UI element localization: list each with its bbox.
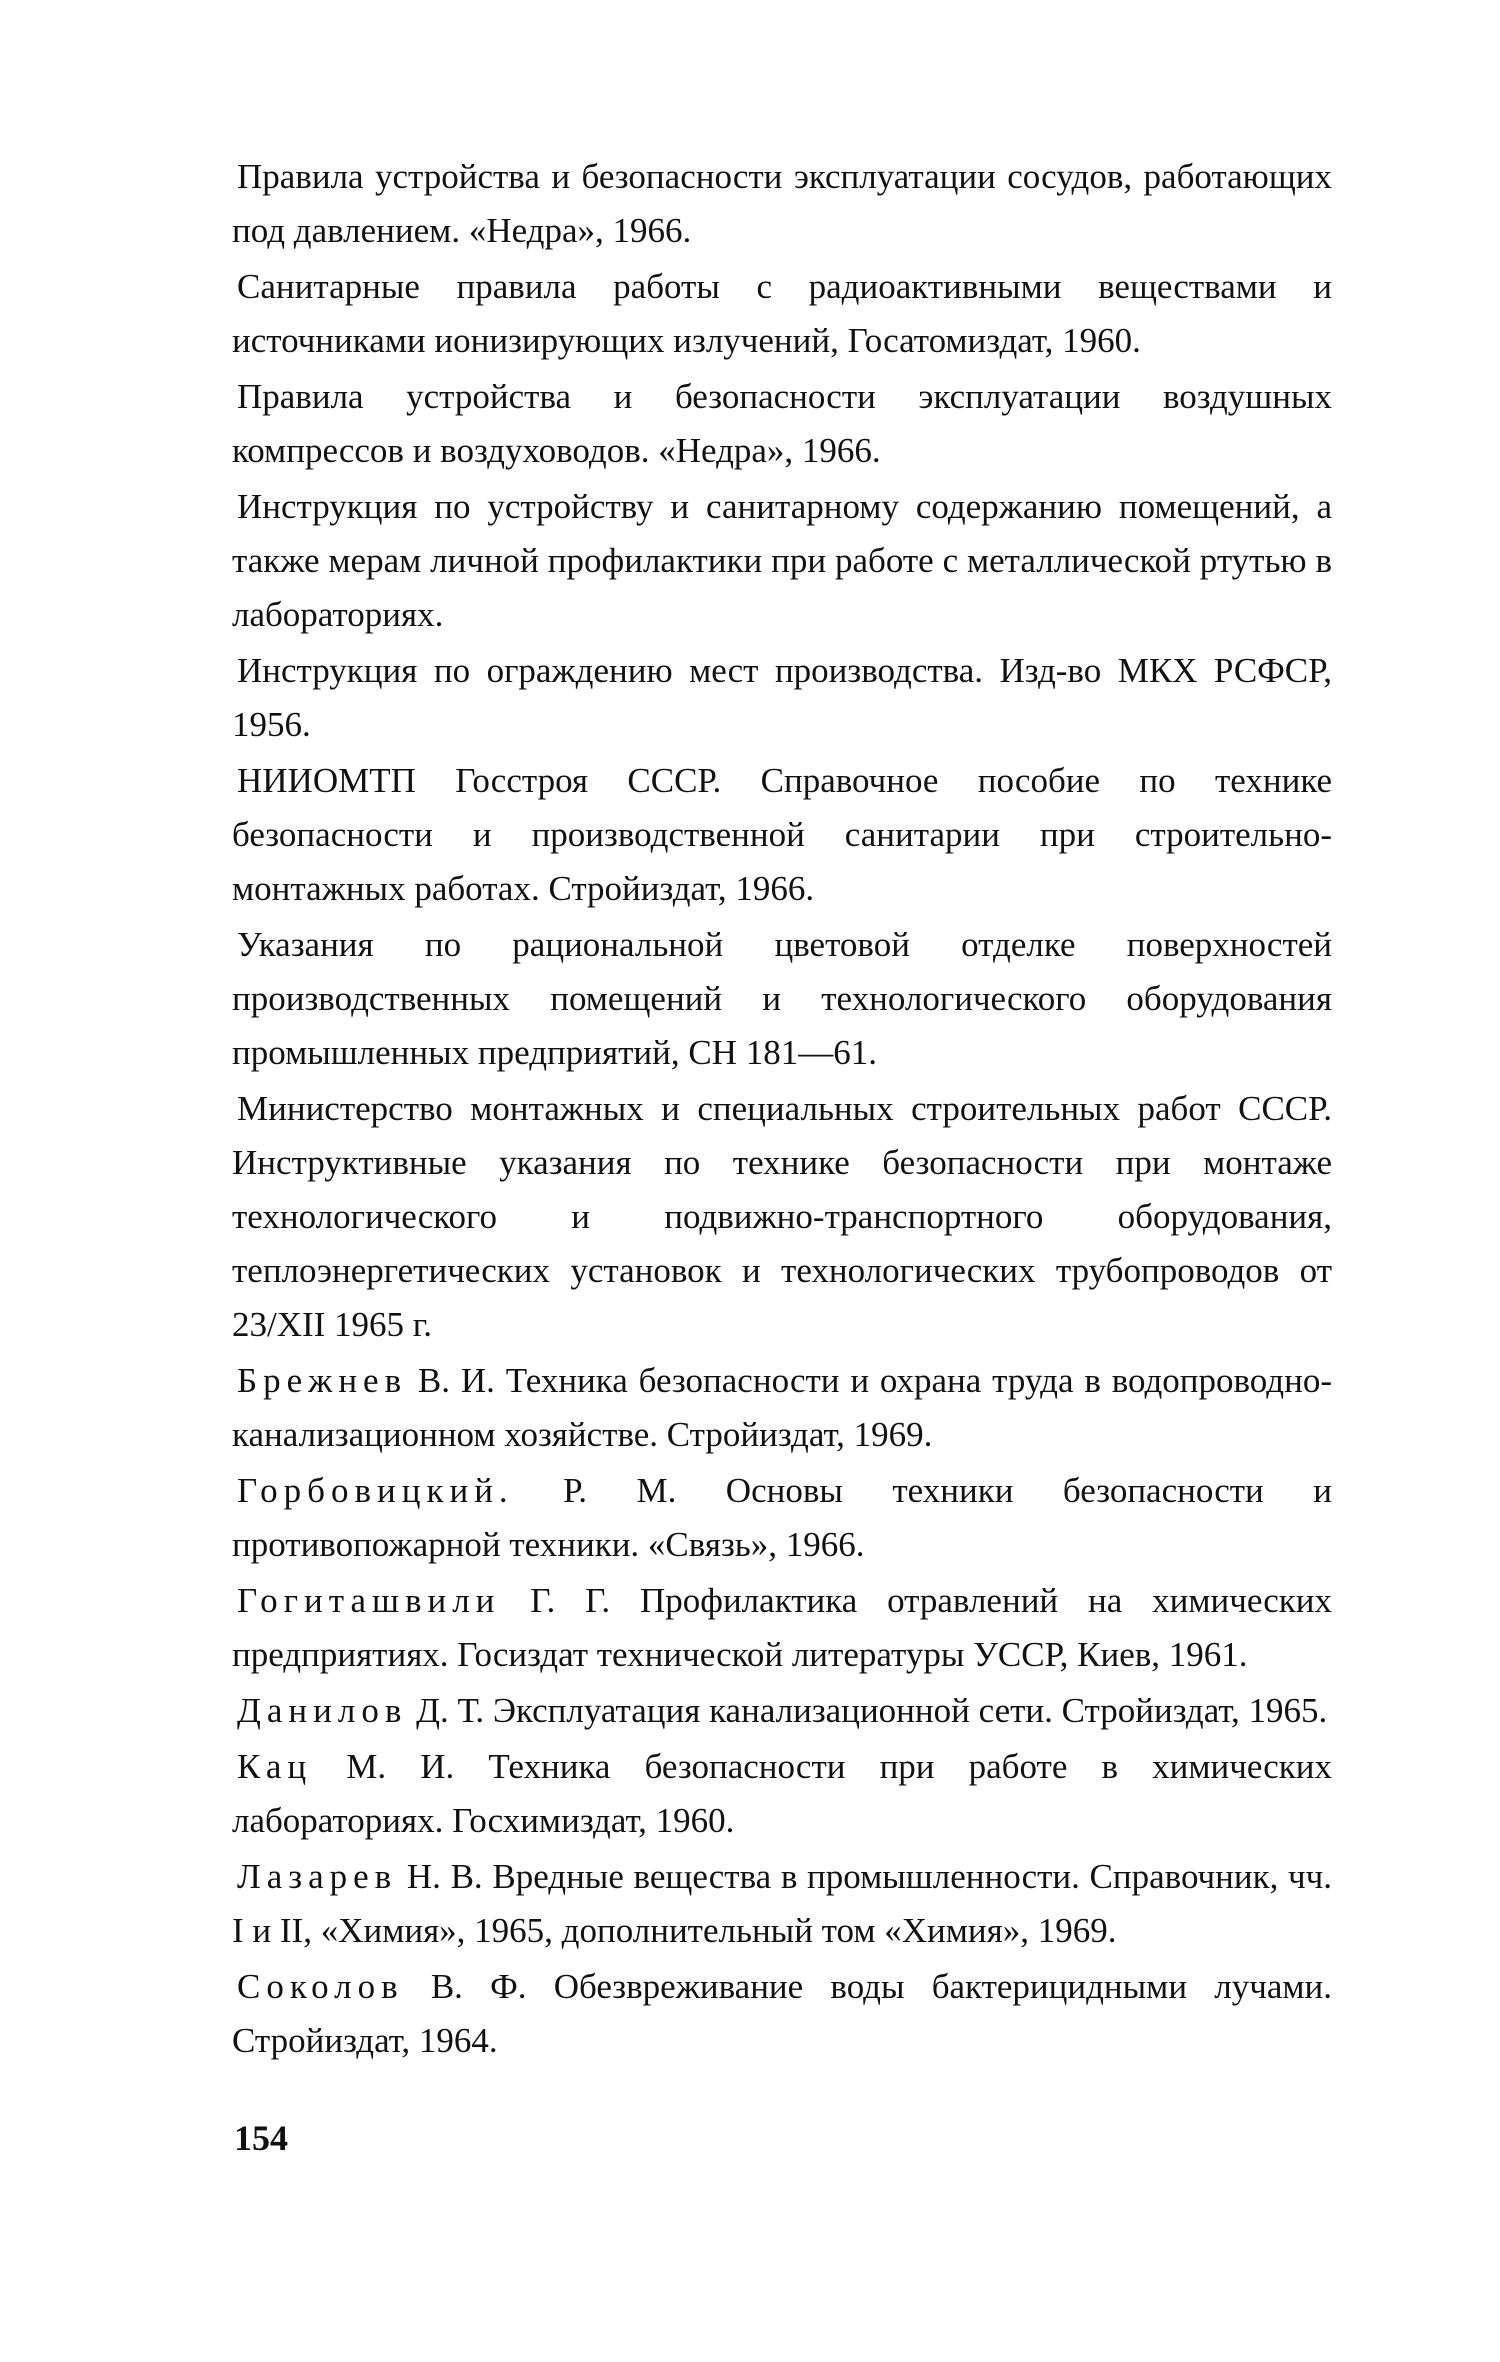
bibliography-page (232, 150, 1332, 2070)
reference-author: Горбовицкий. (237, 1471, 514, 1510)
reference-text: Правила устройства и безопасности эксплуатации сосудов, работающих под давлением. «Недра», 1966. (232, 157, 1332, 250)
reference-text: Министерство монтажных и специальных строительных работ СССР. Инструктивные указания по технике безопасности при монтаже технологического и подвижно-транспортного оборудования, теплоэнергетических установок и технологических трубопроводов от 23/XII 1965 г. (232, 1089, 1332, 1344)
page-number: 154 (234, 2118, 288, 2158)
reference-text: Указания по рациональной цветовой отделке поверхностей производственных помещений и технологического оборудования промышленных предприятий, СН 181—61. (232, 925, 1332, 1072)
reference-text: НИИОМТП Госстроя СССР. Справочное пособие по технике безопасности и производственной санитарии при строительно-монтажных работах. Стройиздат, 1966. (232, 761, 1332, 908)
reference-text: М. И. Техника безопасности при работе в химических лабораториях. Госхимиздат, 1960. (232, 1747, 1332, 1840)
reference-list (232, 150, 1332, 2068)
reference-item (232, 1850, 1332, 1958)
reference-item (232, 1354, 1332, 1462)
reference-item (232, 480, 1332, 642)
reference-text: Санитарные правила работы с радиоактивными веществами и источниками ионизирующих излучений, Госатомиздат, 1960. (232, 267, 1332, 360)
reference-item (232, 918, 1332, 1080)
reference-text: Инструкция по устройству и санитарному содержанию помещений, а также мерам личной профилактики при работе с металлической ртутью в лабораториях. (232, 487, 1332, 634)
reference-text: В. И. Техника безопасности и охрана труда в водопроводно-канализационном хозяйстве. Стройиздат, 1969. (232, 1361, 1332, 1454)
reference-item (232, 1464, 1332, 1572)
reference-item (232, 260, 1332, 368)
reference-item (232, 370, 1332, 478)
reference-item (232, 1740, 1332, 1848)
reference-text: Правила устройства и безопасности эксплуатации воздушных компрессов и воздуховодов. «Недра», 1966. (232, 377, 1332, 470)
reference-text: Н. В. Вредные вещества в промышленности. Справочник, чч. I и II, «Химия», 1965, дополнительный том «Химия», 1969. (232, 1857, 1332, 1950)
reference-item (232, 1082, 1332, 1352)
reference-author: Гогиташвили (237, 1581, 501, 1620)
reference-item (232, 644, 1332, 752)
reference-text: В. Ф. Обезвреживание воды бактерицидными лучами. Стройиздат, 1964. (232, 1967, 1332, 2060)
reference-item (232, 754, 1332, 916)
reference-item (232, 1574, 1332, 1682)
reference-author: Данилов (237, 1691, 408, 1730)
reference-text: Г. Г. Профилактика отравлений на химических предприятиях. Госиздат технической литературы УССР, Киев, 1961. (232, 1581, 1332, 1674)
reference-item (232, 1960, 1332, 2068)
reference-author: Соколов (237, 1967, 404, 2006)
reference-text: Инструкция по ограждению мест производства. Изд-во МКХ РСФСР, 1956. (232, 651, 1332, 744)
reference-text: Д. Т. Эксплуатация канализационной сети. Стройиздат, 1965. (407, 1691, 1328, 1730)
reference-author: Кац (237, 1747, 313, 1786)
reference-author: Брежнев (237, 1361, 408, 1400)
reference-item (232, 150, 1332, 258)
reference-item (232, 1684, 1332, 1738)
reference-text: Р. М. Основы техники безопасности и противопожарной техники. «Связь», 1966. (232, 1471, 1332, 1564)
reference-author: Лазарев (237, 1857, 398, 1896)
